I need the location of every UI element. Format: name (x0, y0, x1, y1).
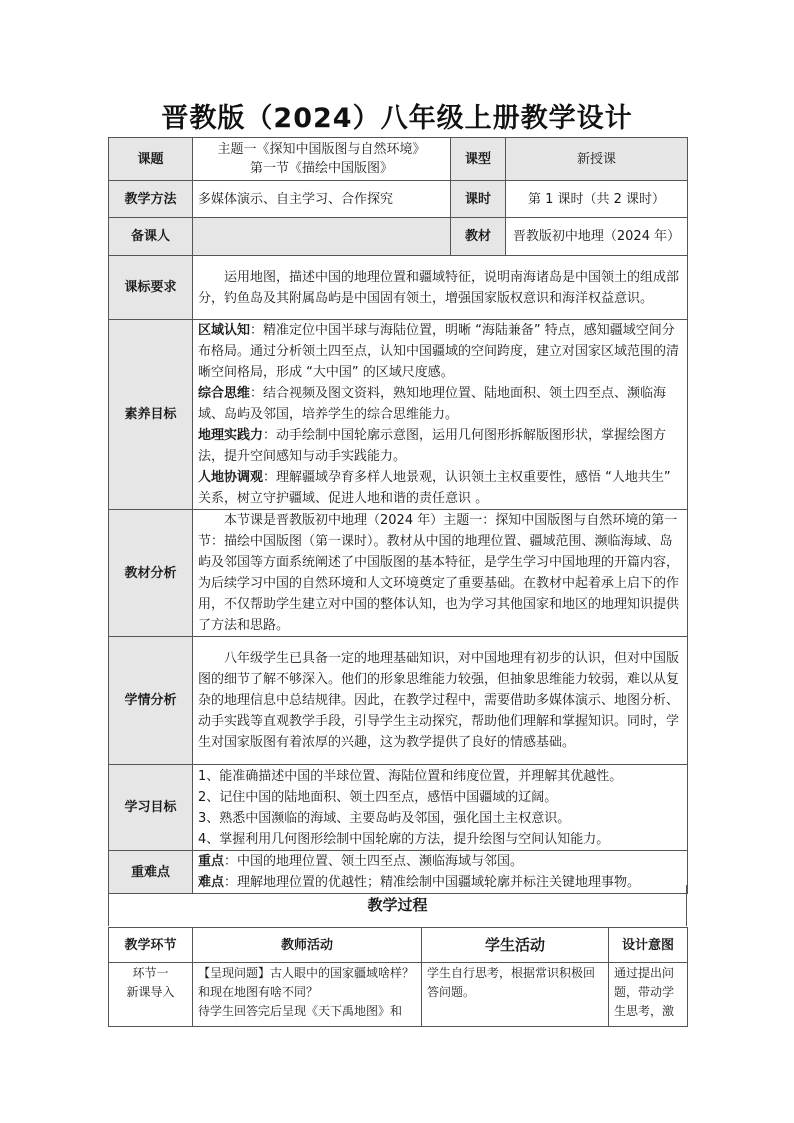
difficult-point-text: ：理解地理位置的优越性；精准绘制中国疆域轮廓并标注关键地理事物。 (224, 875, 641, 890)
literacy-item-head: 综合思维 (198, 386, 251, 401)
row-preparer (109, 218, 688, 256)
header-teacher: 教师活动 (193, 928, 422, 963)
literacy-label: 素养目标 (109, 320, 193, 510)
literacy-item-text: ：结合视频及图文资料，熟知地理位置、陆地面积、领土四至点、濒临海域、岛屿及邻国，培养学生的综合思维能力。 (198, 386, 667, 422)
objective-item: 1、能准确描述中国的半球位置、海陆位置和纬度位置，并理解其优越性。 (198, 768, 623, 784)
standard-text (193, 256, 688, 320)
topic-line-2: 第一节《描绘中国版图》 (249, 161, 393, 176)
stage-line-1: 环节一 (132, 966, 169, 980)
process-row (109, 963, 688, 1027)
textbook-label: 教材 (451, 218, 506, 256)
key-point-head: 重点 (198, 854, 225, 869)
header-stage: 教学环节 (109, 928, 193, 963)
literacy-item (198, 425, 682, 467)
hours-value: 第 1 课时（共 2 课时） (506, 181, 688, 218)
student-analysis-text: 八年级学生已具备一定的地理基础知识，对中国地理有初步的认识，但对中国版图的细节了解不够深入。他们的形象思维能力较强，但抽象思维能力较弱，难以从复杂的地理信息中总结规律。因此，在教学过程中，需要借助多媒体演示、地图分析、动手实践等直观教学手段，引导学生主动探究，帮助他们理解和掌握知识。同时，学生对国家版图有着浓厚的兴趣，这为教学提供了良好的情感基础。 (198, 651, 680, 750)
row-literacy (109, 320, 688, 510)
stage-line-2: 新课导入 (126, 985, 175, 999)
topic-line-1: 主题一《探知中国版图与自然环境》 (217, 142, 426, 157)
literacy-item-head: 地理实践力 (198, 428, 264, 443)
literacy-item-text: ：理解疆域孕育多样人地景观，认识领土主权重要性，感悟 “人地共生” 关系，树立守护疆域、促进人地和谐的责任意识 。 (198, 470, 671, 506)
textbook-analysis-label: 教材分析 (109, 510, 193, 637)
literacy-item-head: 区域认知 (198, 323, 251, 338)
objective-item: 3、熟悉中国濒临的海域、主要岛屿及邻国，强化国土主权意识。 (198, 810, 571, 826)
teacher-line-3: 待学生回答完后呈现《天下禹地图》和 (198, 1004, 403, 1018)
standard-paragraph: 运用地图，描述中国的地理位置和疆域特征，说明南海诸岛是中国领土的组成部分，钓鱼岛及其附属岛屿是中国固有领土，增强国家版权意识和海洋权益意识。 (198, 269, 680, 306)
page-title: 晋教版（2024）八年级上册教学设计 (161, 103, 633, 134)
objective-item: 2、记住中国的陆地面积、领土四至点，感悟中国疆域的辽阔。 (198, 789, 558, 805)
header-student: 学生活动 (422, 928, 609, 963)
literacy-item (198, 467, 682, 509)
row-topic (109, 138, 688, 181)
method-value: 多媒体演示、自主学习、合作探究 (193, 181, 451, 218)
literacy-content (193, 320, 688, 510)
preparer-value (193, 218, 451, 256)
hours-label: 课时 (451, 181, 506, 218)
student-cell: 学生自行思考，根据常识积极回答问题。 (422, 963, 609, 1027)
method-label: 教学方法 (109, 181, 193, 218)
teacher-cell (193, 963, 422, 1027)
preparer-label: 备课人 (109, 218, 193, 256)
textbook-value: 晋教版初中地理（2024 年） (506, 218, 688, 256)
difficult-point-head: 难点 (198, 875, 225, 890)
literacy-item-text: ：动手绘制中国轮廓示意图，运用几何图形拆解版图形状，掌握绘图方法，提升空间感知与动手实践能力。 (198, 428, 667, 464)
textbook-analysis-text: 本节课是晋教版初中地理（2024 年）主题一：探知中国版图与自然环境的第一节：描绘中国版图（第一课时）。教材从中国的地理位置、疆域范围、濒临海域、岛屿及邻国等方面系统阐述了中国版图的基本特征，是学生学习中国地理的开篇内容，为后续学习中国的自然环境和人文环境奠定了重要基础。在教材中起着承上启下的作用，不仅帮助学生建立对中国的整体认知，也为学习其他国家和地区的地理知识提供了方法和思路。 (198, 513, 680, 633)
textbook-analysis-content (193, 510, 688, 637)
student-analysis-content (193, 637, 688, 765)
header-intent: 设计意图 (609, 928, 688, 963)
row-student-analysis (109, 637, 688, 765)
literacy-item-head: 人地协调观 (198, 470, 264, 485)
intent-cell: 通过提出问题，带动学生思考，激 (609, 963, 688, 1027)
teacher-line-2: 和现在地图有啥不同？ (198, 985, 319, 999)
key-point-text: ：中国的地理位置、领土四至点、濒临海域与邻国。 (224, 854, 524, 869)
keypoints-label: 重难点 (109, 851, 193, 894)
key-point (198, 851, 682, 872)
row-method (109, 181, 688, 218)
objectives-label: 学习目标 (109, 765, 193, 851)
teacher-line-1: 【呈现问题】古人眼中的国家疆域啥样？ (198, 966, 415, 980)
student-analysis-label: 学情分析 (109, 637, 193, 765)
topic-label: 课题 (109, 138, 193, 181)
lesson-info-table (108, 137, 688, 894)
standard-label: 课标要求 (109, 256, 193, 320)
teaching-process-table (108, 927, 688, 1027)
literacy-item (198, 383, 682, 425)
objective-item: 4、掌握利用几何图形绘制中国轮廓的方法，提升绘图与空间认知能力。 (198, 831, 610, 847)
topic-value (193, 138, 451, 181)
type-label: 课型 (451, 138, 506, 181)
row-objectives (109, 765, 688, 851)
process-section-title: 教学过程 (108, 885, 687, 926)
literacy-item (198, 320, 682, 383)
stage-cell (109, 963, 193, 1027)
row-textbook-analysis (109, 510, 688, 637)
process-header-row (109, 928, 688, 963)
row-standard (109, 256, 688, 320)
literacy-item-text: ：精准定位中国半球与海陆位置，明晰 “海陆兼备” 特点，感知疆域空间分布格局。通过分析领土四至点，认知中国疆域的空间跨度，建立对国家区域范围的清晰空间格局，形成 “大中国” 的区域尺度感。 (198, 323, 680, 380)
objectives-content (193, 765, 688, 851)
type-value: 新授课 (506, 138, 688, 181)
